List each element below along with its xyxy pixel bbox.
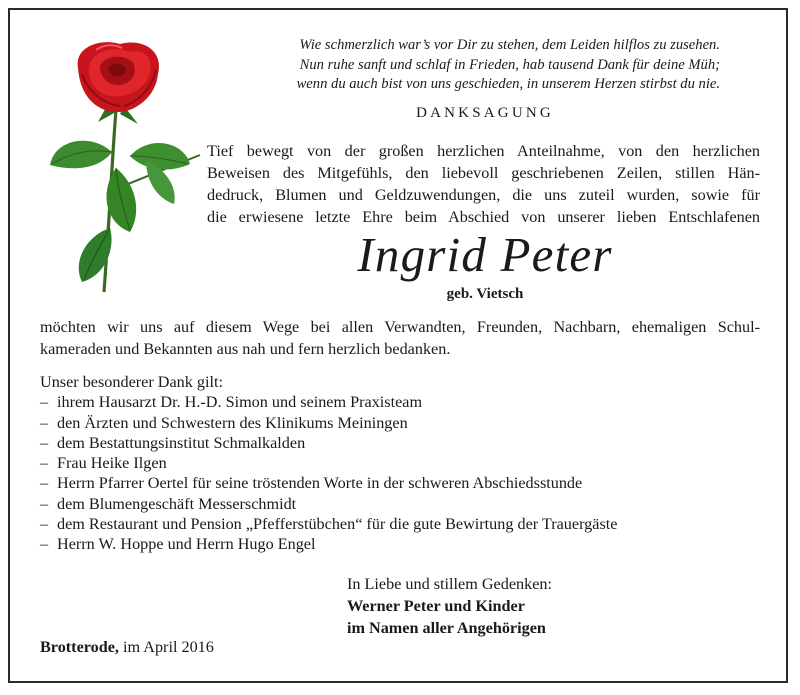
special-thanks-intro: Unser besonderer Dank gilt: [40, 373, 223, 391]
dash-bullet: – [40, 515, 49, 534]
list-item [40, 392, 760, 412]
intro-line: die erwiesene letzte Ehre beim Abschied von unserer lieben Entschlafenen [207, 208, 760, 226]
signature-line: im Namen aller Angehörigen [347, 619, 546, 637]
list-item [40, 514, 760, 534]
list-item-text: Frau Heike Ilgen [57, 454, 167, 473]
list-item [40, 433, 760, 453]
dash-bullet: – [40, 393, 49, 412]
poem-line: wenn du auch bist von uns geschieden, in unserem Herzen stirbst du nie. [296, 76, 720, 92]
list-item [40, 494, 760, 514]
list-item-text: dem Restaurant und Pension „Pfefferstübchen“ für die gute Bewirtung der Trauergäste [57, 515, 618, 534]
intro-line: Beweisen des Mitgefühls, den liebevoll geschriebenen Zeilen, stillen Hän- [207, 164, 760, 182]
signature-line: Werner Peter und Kinder [347, 597, 525, 615]
list-item [40, 534, 760, 554]
dash-bullet: – [40, 535, 49, 554]
list-item-text: den Ärzten und Schwestern des Klinikums Meiningen [57, 413, 408, 432]
thanks-line: möchten wir uns auf diesem Wege bei allen Verwandten, Freunden, Nachbarn, ehemaligen Schul- [40, 318, 760, 336]
thanks-paragraph [40, 316, 760, 360]
dash-bullet: – [40, 454, 49, 473]
intro-line: dedruck, Blumen und Geldzuwendungen, die uns zuteil wurden, sowie für [207, 186, 760, 204]
closing-block [347, 573, 747, 639]
list-item [40, 413, 760, 433]
dash-bullet: – [40, 413, 49, 432]
list-item-text: Herrn Pfarrer Oertel für seine tröstenden Worte in der schweren Abschiedsstunde [57, 474, 583, 493]
list-item-text: ihrem Hausarzt Dr. H.-D. Simon und seinem Praxisteam [57, 393, 423, 412]
maiden-name: geb. Vietsch [446, 286, 524, 302]
notice-date: im April 2016 [123, 638, 214, 656]
list-item [40, 473, 760, 493]
notice-heading: DANKSAGUNG [416, 105, 554, 121]
poem-line: Wie schmerzlich war’s vor Dir zu stehen, dem Leiden hilflos zu zusehen. [299, 37, 720, 53]
dash-bullet: – [40, 433, 49, 452]
dash-bullet: – [40, 494, 49, 513]
closing-line: In Liebe und stillem Gedenken: [347, 575, 552, 593]
place-town: Brotterode, [40, 638, 119, 656]
special-thanks [40, 372, 760, 555]
intro-paragraph [207, 140, 760, 228]
deceased-name: Ingrid Peter [357, 227, 613, 282]
red-rose-icon [38, 40, 208, 298]
thanks-line: kameraden und Bekannten aus nah und fern herzlich bedanken. [40, 340, 451, 358]
list-item-text: dem Bestattungsinstitut Schmalkalden [57, 433, 306, 452]
poem-line: Nun ruhe sanft und schlaf in Frieden, hab tausend Dank für deine Müh; [299, 56, 720, 73]
intro-line: Tief bewegt von der großen herzlichen Anteilnahme, von den herzlichen [207, 142, 760, 160]
list-item-text: dem Blumengeschäft Messerschmidt [57, 494, 297, 513]
list-item [40, 453, 760, 473]
dash-bullet: – [40, 474, 49, 493]
list-item-text: Herrn W. Hoppe und Herrn Hugo Engel [57, 535, 316, 554]
memorial-poem [230, 36, 720, 95]
place-date [40, 638, 214, 657]
special-thanks-list [40, 392, 760, 554]
